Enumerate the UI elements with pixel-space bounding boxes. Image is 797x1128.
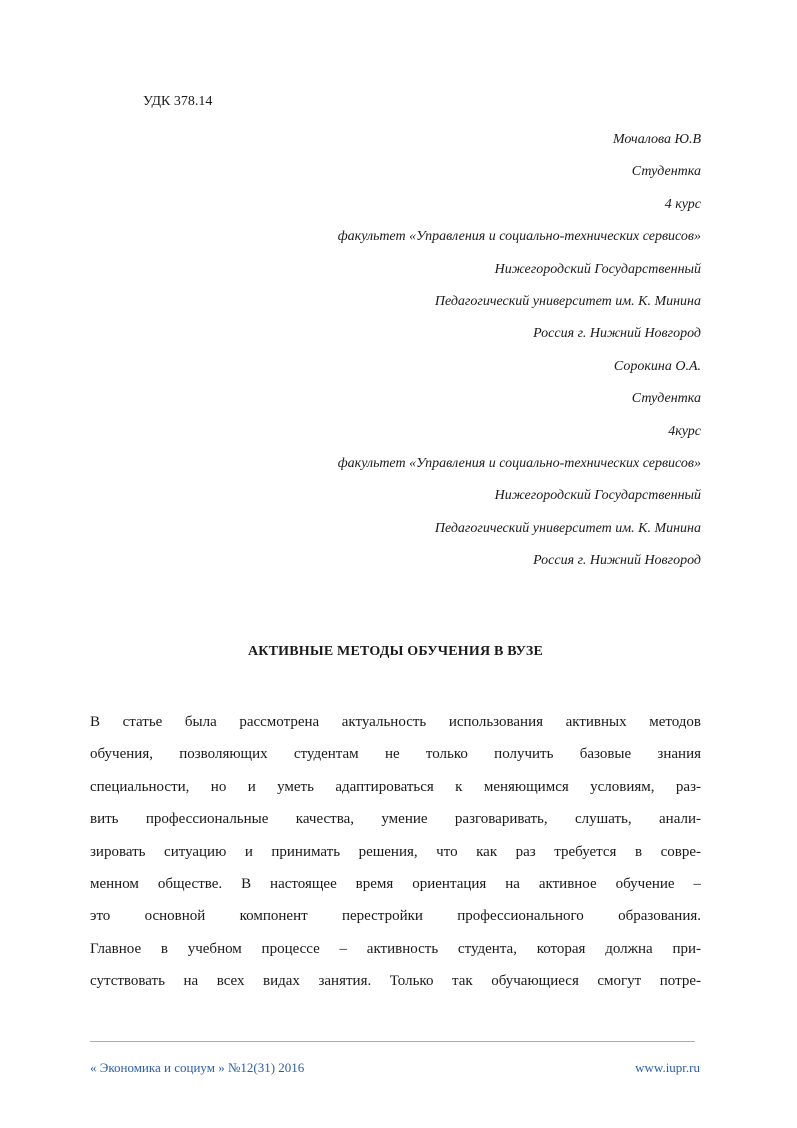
author-line: 4 курс (664, 196, 701, 212)
abstract-line: обучения, позволяющих студентам не только получить базовые знания (90, 746, 701, 763)
article-title: АКТИВНЫЕ МЕТОДЫ ОБУЧЕНИЯ В ВУЗЕ (247, 644, 544, 659)
author-line: Педагогический университет им. К. Минина (434, 520, 701, 536)
abstract-line: вить профессиональные качества, умение разговаривать, слушать, анали- (90, 811, 701, 828)
udk-code: УДК 378.14 (143, 94, 213, 109)
author-line: Педагогический университет им. К. Минина (434, 294, 701, 310)
author-line: Сорокина О.А. (613, 358, 701, 374)
abstract-text (90, 706, 701, 998)
abstract-line: В статье была рассмотрена актуальность использования активных методов (90, 714, 701, 730)
author-line: факультет «Управления и социально-технических сервисов» (337, 229, 701, 245)
abstract-line: Главное в учебном процессе – активность студента, которая должна при- (90, 940, 701, 957)
abstract-line: сутствовать на всех видах занятия. Только так обучающиеся смогут потре- (90, 973, 701, 990)
abstract-line: специальности, но и уметь адаптироваться к меняющимся условиям, раз- (90, 778, 701, 795)
abstract-line: это основной компонент перестройки профессионального образования. (90, 908, 701, 925)
author-line: Студентка (631, 164, 701, 180)
abstract-line: менном обществе. В настоящее время ориентация на активное обучение – (90, 876, 701, 893)
footer-divider (90, 1041, 695, 1042)
author-line: Мочалова Ю.В (612, 132, 701, 147)
abstract-line: зировать ситуацию и принимать решения, что как раз требуется в совре- (90, 843, 701, 860)
author-line: Студентка (631, 391, 701, 407)
author-line: Россия г. Нижний Новгород (533, 326, 701, 342)
footer-site-link[interactable]: www.iupr.ru (635, 1060, 700, 1075)
author-line: Нижегородский Государственный (494, 488, 701, 504)
author-line: Россия г. Нижний Новгород (533, 553, 701, 569)
author-line: Нижегородский Государственный (494, 261, 701, 277)
author-line: факультет «Управления и социально-технических сервисов» (337, 456, 701, 472)
author-block (140, 124, 701, 578)
footer-journal: « Экономика и социум » №12(31) 2016 (90, 1060, 305, 1075)
author-line: 4курс (668, 423, 701, 439)
